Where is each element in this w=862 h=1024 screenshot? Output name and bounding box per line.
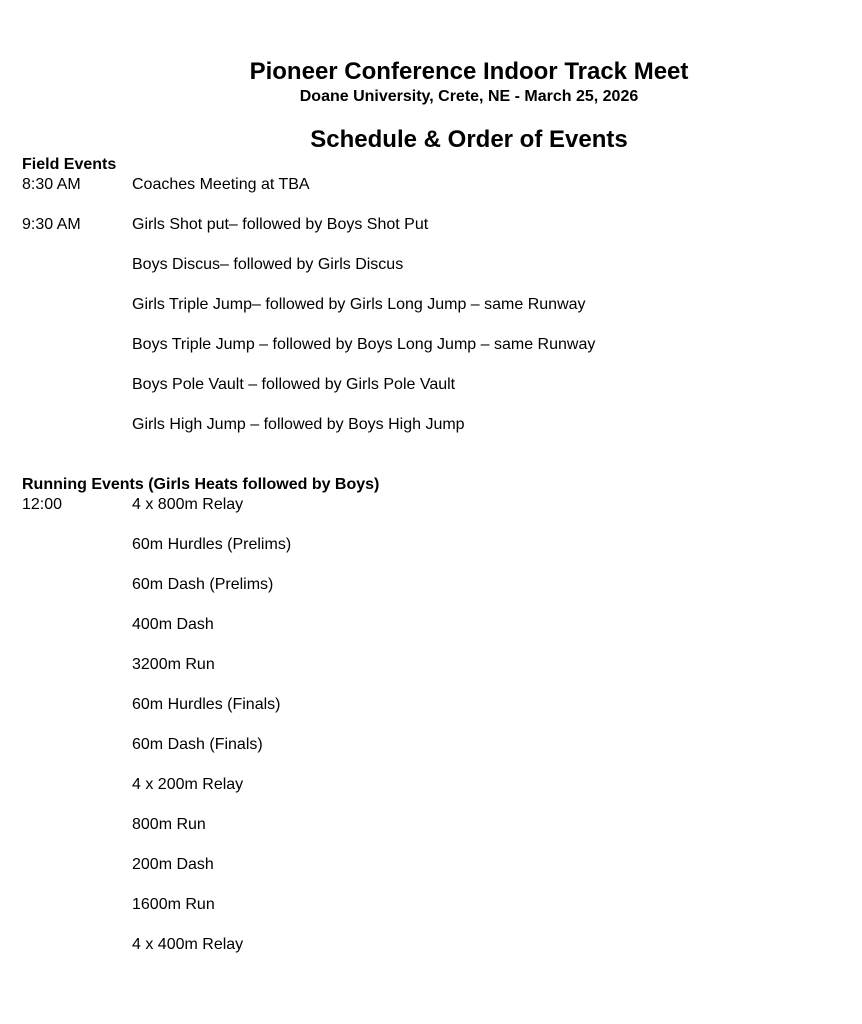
field-events-heading: Field Events [22, 156, 117, 173]
event-name: Boys Pole Vault – followed by Girls Pole Vault [132, 376, 456, 393]
schedule-row [22, 255, 842, 275]
schedule-row [22, 695, 842, 715]
schedule-row [22, 335, 842, 355]
event-time: 9:30 AM [22, 216, 81, 233]
schedule-row [22, 175, 842, 195]
schedule-row [22, 935, 842, 955]
schedule-row [22, 535, 842, 555]
event-name: Girls Triple Jump– followed by Girls Long Jump – same Runway [132, 296, 586, 313]
document-subtitle: Doane University, Crete, NE - March 25, 2026 [299, 88, 639, 105]
running-events-heading: Running Events (Girls Heats followed by Boys) [22, 476, 380, 493]
schedule-row [22, 775, 842, 795]
event-time: 8:30 AM [22, 176, 81, 193]
event-name: 800m Run [132, 816, 206, 833]
event-name: 1600m Run [132, 896, 215, 913]
event-name: 60m Hurdles (Finals) [132, 696, 281, 713]
schedule-row [22, 575, 842, 595]
event-name: 60m Dash (Prelims) [132, 576, 274, 593]
schedule-row [22, 215, 842, 235]
event-name: Boys Triple Jump – followed by Boys Long Jump – same Runway [132, 336, 596, 353]
event-name: 60m Dash (Finals) [132, 736, 263, 753]
schedule-row [22, 295, 842, 315]
schedule-row [22, 895, 842, 915]
event-name: 60m Hurdles (Prelims) [132, 536, 292, 553]
schedule-row [22, 815, 842, 835]
event-name: 4 x 400m Relay [132, 936, 244, 953]
event-name: Girls Shot put– followed by Boys Shot Put [132, 216, 429, 233]
event-name: 400m Dash [132, 616, 214, 633]
document-title: Pioneer Conference Indoor Track Meet [249, 58, 689, 85]
event-name: 4 x 200m Relay [132, 776, 244, 793]
event-name: Coaches Meeting at TBA [132, 176, 310, 193]
schedule-row [22, 735, 842, 755]
schedule-row [22, 375, 842, 395]
schedule-row [22, 655, 842, 675]
schedule-heading: Schedule & Order of Events [310, 126, 628, 153]
event-name: 200m Dash [132, 856, 214, 873]
schedule-row [22, 615, 842, 635]
schedule-row [22, 855, 842, 875]
event-name: Boys Discus– followed by Girls Discus [132, 256, 404, 273]
event-name: 4 x 800m Relay [132, 496, 244, 513]
schedule-row [22, 415, 842, 435]
event-name: Girls High Jump – followed by Boys High Jump [132, 416, 465, 433]
event-name: 3200m Run [132, 656, 215, 673]
schedule-row [22, 495, 842, 515]
event-time: 12:00 [22, 496, 63, 513]
